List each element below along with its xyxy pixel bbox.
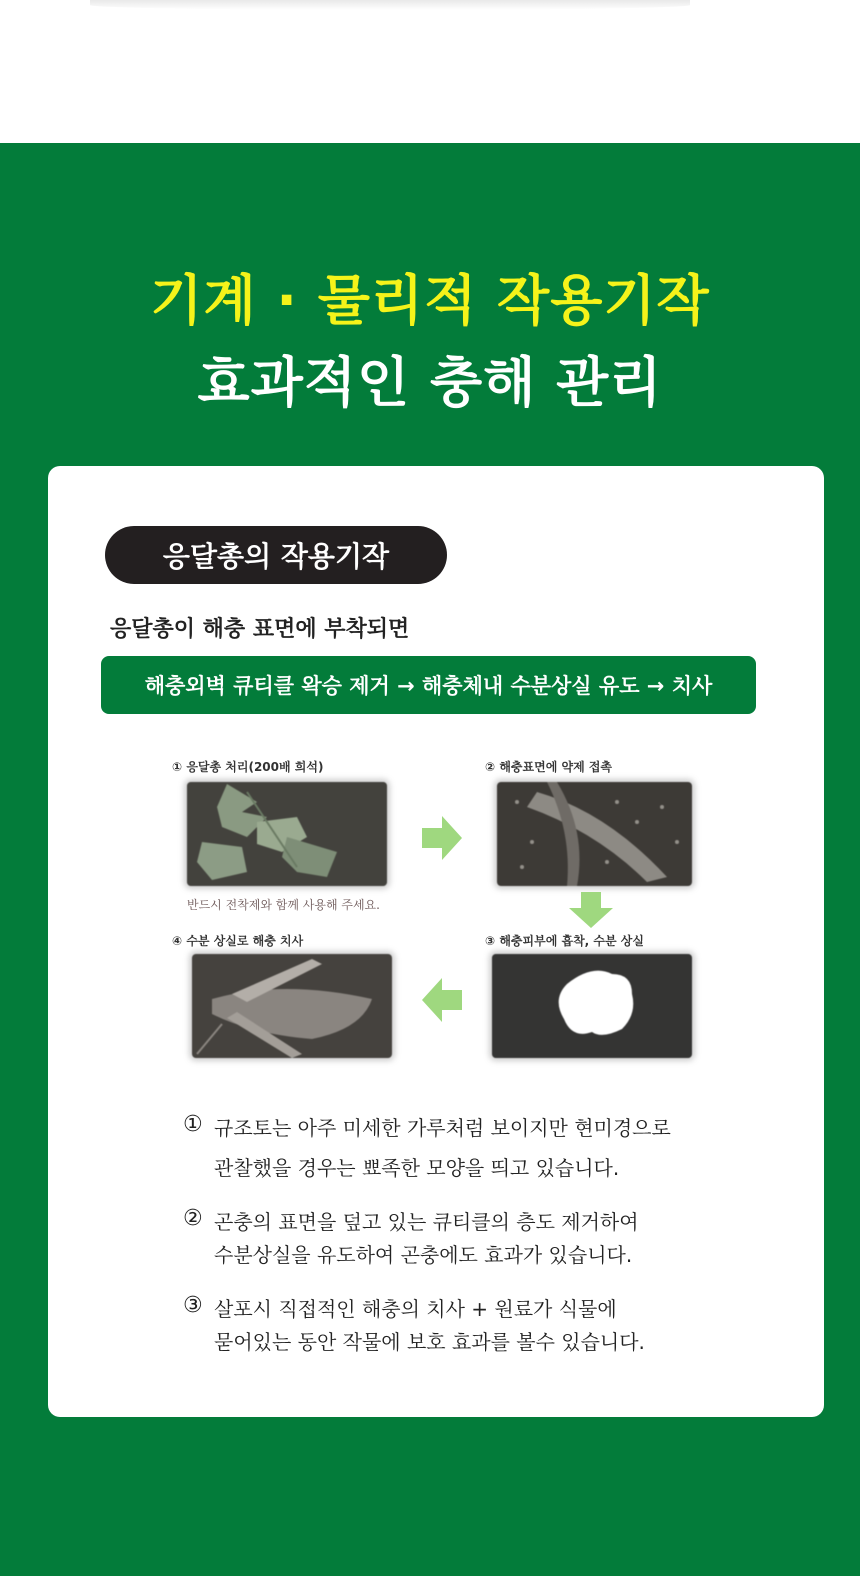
section-pill-title: 응달총의 작용기작 — [105, 526, 447, 584]
point-3-line1: 살포시 직접적인 해충의 치사 + 원료가 식물에 — [214, 1297, 617, 1321]
step1-label: ① 응달총 처리(200배 희석) — [172, 760, 324, 774]
arrow-right-icon — [422, 816, 462, 860]
usage-note: 반드시 전착제와 함께 사용해 주세요. — [187, 898, 380, 912]
headline-line2: 효과적인 충해 관리 — [197, 351, 663, 414]
top-white-area — [0, 0, 860, 143]
step2-insect-image — [497, 782, 692, 886]
headline-line1: 기계 · 물리적 작용기작 — [150, 269, 710, 332]
step1-leaf-image — [187, 782, 387, 886]
arrow-down-icon — [569, 892, 613, 928]
point-3-line2: 묻어있는 동안 작물에 보호 효과를 볼수 있습니다. — [214, 1330, 645, 1354]
process-banner: 해충외벽 큐티클 왁승 제거 → 해충체내 수분상실 유도 → 치사 — [101, 656, 756, 714]
point-3-number: ③ — [183, 1293, 203, 1318]
point-1-line1: 규조토는 아주 미세한 가루처럼 보이지만 현미경으로 — [214, 1116, 671, 1140]
point-1-number: ① — [183, 1112, 203, 1137]
arrow-left-icon — [422, 978, 462, 1022]
product-shadow — [90, 0, 690, 10]
point-2-number: ② — [183, 1206, 203, 1231]
step2-label: ② 해충표면에 약제 접촉 — [485, 760, 613, 774]
point-1-line2: 관찰했을 경우는 뾰족한 모양을 띄고 있습니다. — [214, 1156, 620, 1180]
step3-surface-image — [492, 954, 692, 1058]
point-2-line2: 수분상실을 유도하여 곤충에도 효과가 있습니다. — [214, 1243, 633, 1267]
step3-label: ③ 해충피부에 흡착, 수분 상실 — [485, 934, 644, 948]
point-2-line1: 곤충의 표면을 덮고 있는 큐티클의 층도 제거하여 — [214, 1210, 639, 1234]
section-subtitle: 응달총이 해충 표면에 부착되면 — [110, 617, 410, 642]
step4-label: ④ 수분 상실로 해충 치사 — [172, 934, 304, 948]
step4-insect-image — [192, 954, 392, 1058]
mechanism-diagram — [150, 748, 725, 1063]
